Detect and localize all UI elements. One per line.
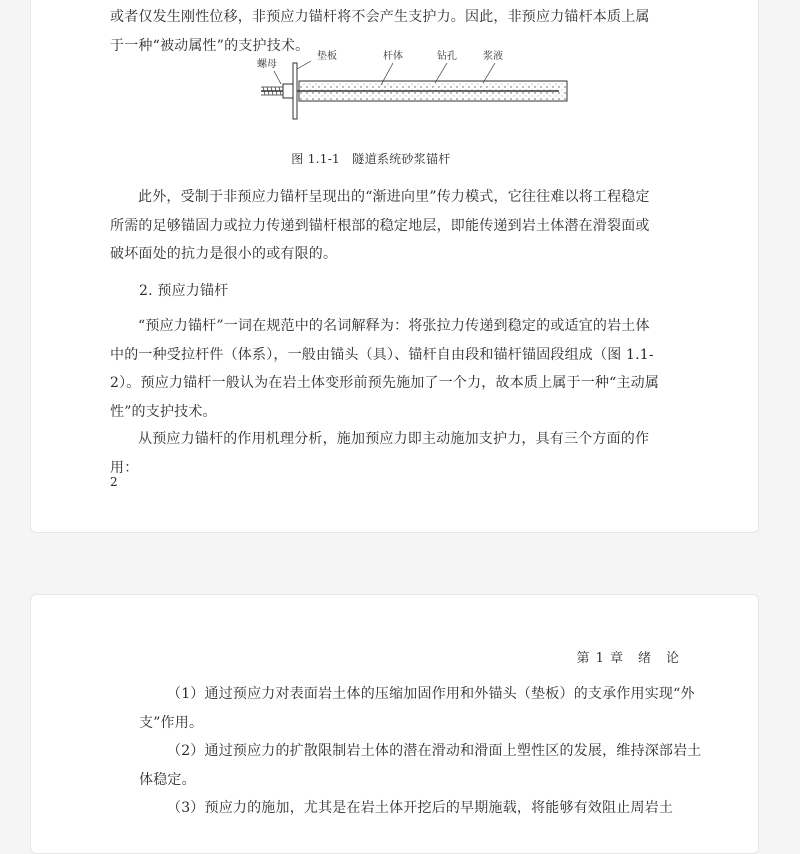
label-plate: 垫板 [317, 51, 337, 62]
figure-anchor-diagram [221, 51, 551, 177]
page-2 [30, 594, 759, 854]
list-item: （1）通过预应力对表面岩土体的压缩加固作用和外锚头（垫板）的支承作用实现“外支”作用。 [139, 686, 695, 731]
page-1 [30, 0, 759, 533]
label-rod: 杆体 [383, 51, 403, 62]
page-number: 2 [110, 475, 118, 489]
label-nut: 螺母 [257, 59, 277, 70]
nut-shape [283, 84, 293, 98]
figure-caption: 图 1.1-1 隧道系统砂浆锚杆 [291, 152, 451, 166]
list-item: （3）预应力的施加，尤其是在岩土体开挖后的早期施载，将能够有效阻止周岩土 [167, 800, 674, 816]
paragraph-intro: 或者仅发生刚性位移，非预应力锚杆将不会产生支护力。因此，非预应力锚杆本质上属于一种“被动属性”的支护技术。 [110, 9, 650, 54]
paragraph-after-figure: 此外，受制于非预应力锚杆呈现出的“渐进向里”传力模式，它往往难以将工程稳定所需的足够锚固力或拉力传递到锚杆根部的稳定地层，即能传递到岩土体潜在滑裂面或破坏面处的抗力是很小的或有限的。 [110, 189, 650, 262]
numbered-list [139, 680, 711, 823]
section-heading: 2. 预应力锚杆 [139, 283, 229, 299]
figure-labels [221, 53, 551, 73]
thread-icon [261, 87, 283, 95]
label-hole: 钻孔 [437, 51, 457, 62]
label-grout: 浆液 [483, 51, 503, 62]
paragraph-mechanism: 从预应力锚杆的作用机理分析，施加预应力即主动施加支护力，具有三个方面的作用： [110, 431, 650, 476]
running-header: 第 1 章 绪 论 [576, 651, 680, 666]
paragraph-definition: “预应力锚杆”一词在规范中的名词解释为：将张拉力传递到稳定的或适宜的岩土体中的一种受拉杆件（体系），一般由锚头（具）、锚杆自由段和锚杆锚固段组成（图 1.1-2）。预应力锚杆一般认为在岩土体变形前预先施加了一个力，故本质上属于一种“主动属性”的支护技术。 [110, 318, 660, 420]
list-item: （2）通过预应力的扩散限制岩土体的潜在滑动和滑面上塑性区的发展，维持深部岩土体稳定。 [139, 743, 702, 788]
anchor-diagram-svg [221, 67, 551, 147]
